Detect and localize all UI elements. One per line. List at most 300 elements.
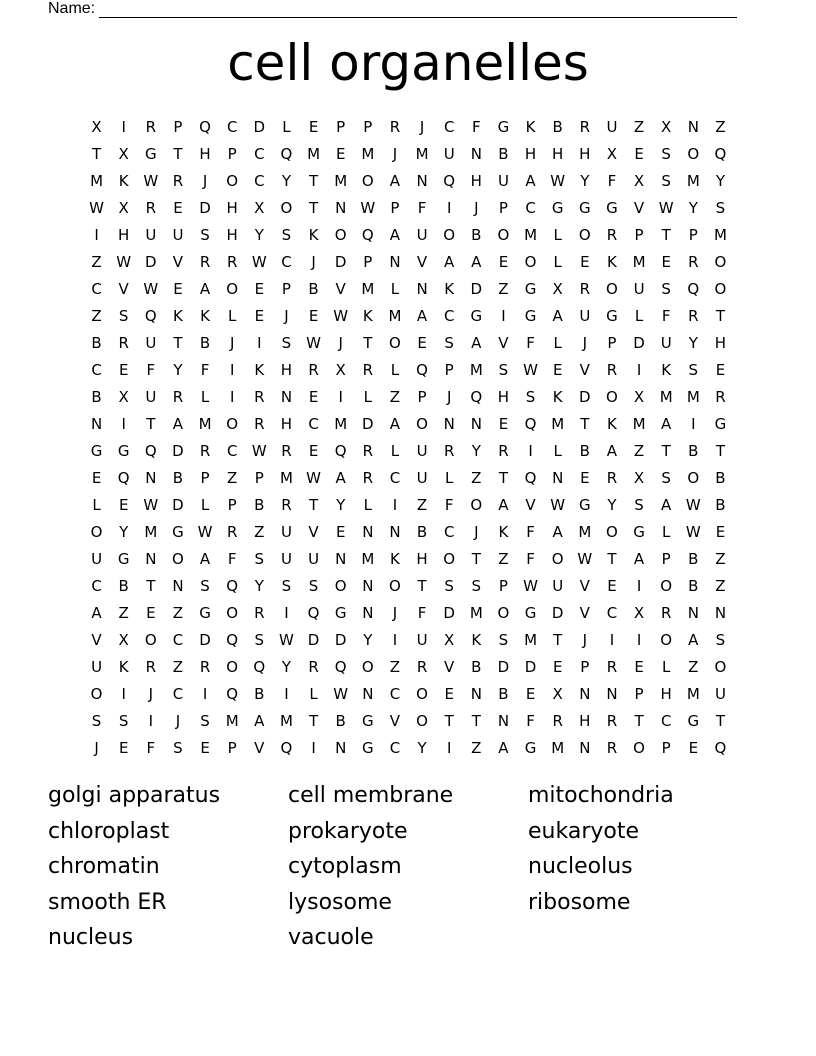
grid-letter: J xyxy=(392,144,398,163)
word-list-item: nucleolus xyxy=(528,854,633,880)
grid-letter: C xyxy=(308,414,319,433)
grid-letter: R xyxy=(281,495,292,514)
grid-letter: N xyxy=(470,414,482,433)
grid-letter: R xyxy=(254,414,265,433)
grid-letter: A xyxy=(389,171,401,190)
grid-letter: W xyxy=(685,522,701,541)
grid-row xyxy=(83,140,734,167)
grid-letter: M xyxy=(415,144,429,163)
grid-letter: U xyxy=(145,333,157,352)
grid-row xyxy=(83,518,734,545)
grid-letter: O xyxy=(416,414,428,433)
grid-letter: N xyxy=(280,387,293,406)
grid-letter: M xyxy=(279,468,293,487)
grid-letter: U xyxy=(91,549,103,568)
grid-letter: D xyxy=(470,279,483,298)
grid-letter: U xyxy=(280,522,292,541)
grid-letter: N xyxy=(606,684,618,703)
grid-letter: U xyxy=(308,549,320,568)
grid-letter: H xyxy=(660,684,672,703)
grid-letter: L xyxy=(390,360,400,379)
grid-letter: A xyxy=(606,441,618,460)
grid-letter: U xyxy=(497,171,509,190)
grid-letter: W xyxy=(143,171,159,190)
grid-letter: K xyxy=(362,306,373,325)
grid-letter: U xyxy=(416,225,428,244)
grid-letter: Z xyxy=(172,657,184,676)
grid-letter: P xyxy=(336,117,346,136)
grid-letter: O xyxy=(416,711,428,730)
grid-letter: X xyxy=(118,387,129,406)
grid-letter: Q xyxy=(714,144,727,163)
grid-letter: T xyxy=(363,333,373,352)
grid-letter: W xyxy=(550,171,566,190)
grid-letter: K xyxy=(390,549,400,568)
grid-letter: E xyxy=(173,198,183,217)
grid-letter: I xyxy=(528,441,533,460)
grid-letter: O xyxy=(714,657,727,676)
grid-letter: V xyxy=(172,252,184,271)
grid-letter: Q xyxy=(307,603,320,622)
word-list-item: ribosome xyxy=(528,889,631,915)
grid-letter: W xyxy=(89,198,104,217)
grid-letter: B xyxy=(471,225,482,244)
grid-letter: M xyxy=(90,171,104,190)
grid-letter: N xyxy=(335,738,347,757)
word-list-item: prokaryote xyxy=(288,818,408,844)
grid-letter: Y xyxy=(607,495,617,514)
grid-letter: A xyxy=(335,468,346,487)
grid-letter: F xyxy=(526,333,535,352)
grid-letter: E xyxy=(146,603,156,622)
grid-letter: W xyxy=(143,279,159,298)
grid-letter: U xyxy=(660,333,672,352)
grid-letter: U xyxy=(416,630,428,649)
grid-letter: K xyxy=(498,522,509,541)
grid-letter: G xyxy=(579,495,591,514)
grid-letter: D xyxy=(334,252,347,271)
grid-row xyxy=(83,545,734,572)
grid-letter: A xyxy=(199,279,211,298)
grid-letter: S xyxy=(498,630,509,649)
grid-letter: Q xyxy=(524,414,537,433)
grid-letter: I xyxy=(636,576,642,595)
grid-letter: H xyxy=(199,144,211,163)
name-field[interactable] xyxy=(99,3,737,18)
grid-letter: L xyxy=(662,522,671,541)
grid-letter: A xyxy=(471,333,482,352)
grid-letter: O xyxy=(578,225,591,244)
grid-letter: I xyxy=(609,630,615,649)
grid-letter: Z xyxy=(498,279,509,298)
grid-letter: C xyxy=(254,171,265,190)
grid-letter: P xyxy=(498,198,508,217)
grid-letter: L xyxy=(553,441,562,460)
grid-letter: O xyxy=(389,576,401,595)
grid-letter: M xyxy=(334,171,348,190)
grid-letter: U xyxy=(145,387,157,406)
grid-letter: E xyxy=(335,144,346,163)
grid-letter: V xyxy=(254,738,265,757)
grid-letter: W xyxy=(306,333,321,352)
grid-letter: G xyxy=(633,522,645,541)
grid-letter: N xyxy=(172,576,184,595)
grid-letter: Z xyxy=(498,549,509,568)
grid-letter: S xyxy=(281,225,292,244)
grid-row xyxy=(83,599,734,626)
word-list-item: golgi apparatus xyxy=(48,783,221,808)
grid-letter: P xyxy=(200,468,210,487)
grid-letter: R xyxy=(199,657,211,676)
grid-letter: R xyxy=(715,387,726,406)
grid-letter: R xyxy=(226,252,238,271)
grid-row xyxy=(83,653,734,680)
grid-letter: Y xyxy=(688,333,698,352)
grid-letter: S xyxy=(444,576,454,595)
grid-letter: V xyxy=(498,333,509,352)
grid-letter: E xyxy=(118,738,129,757)
grid-row xyxy=(83,734,734,761)
grid-letter: E xyxy=(580,468,590,487)
grid-letter: J xyxy=(419,117,425,136)
grid-letter: O xyxy=(226,414,239,433)
grid-letter: C xyxy=(91,279,102,298)
grid-letter: P xyxy=(498,576,508,595)
grid-letter: R xyxy=(362,360,374,379)
grid-letter: O xyxy=(389,333,401,352)
grid-letter: R xyxy=(254,387,265,406)
grid-letter: A xyxy=(633,549,645,568)
grid-letter: W xyxy=(523,360,538,379)
grid-letter: X xyxy=(254,198,265,217)
grid-letter: G xyxy=(362,711,374,730)
grid-letter: Y xyxy=(688,198,698,217)
grid-letter: B xyxy=(715,495,726,514)
grid-letter: T xyxy=(417,576,427,595)
grid-row xyxy=(83,167,734,194)
grid-letter: M xyxy=(334,414,348,433)
grid-letter: H xyxy=(470,171,482,190)
grid-letter: K xyxy=(173,306,183,325)
grid-letter: E xyxy=(308,441,319,460)
grid-letter: Z xyxy=(389,387,401,406)
grid-letter: T xyxy=(146,414,156,433)
grid-letter: T xyxy=(715,306,726,325)
word-list xyxy=(48,778,768,956)
grid-letter: R xyxy=(579,117,591,136)
grid-letter: T xyxy=(308,198,319,217)
grid-row xyxy=(83,329,734,356)
grid-letter: B xyxy=(172,468,184,487)
grid-letter: O xyxy=(90,522,103,541)
grid-letter: V xyxy=(416,252,428,271)
grid-letter: B xyxy=(471,657,482,676)
grid-letter: Q xyxy=(416,360,428,379)
grid-letter: J xyxy=(94,738,99,757)
grid-letter: O xyxy=(443,549,456,568)
grid-letter: M xyxy=(361,549,375,568)
grid-letter: M xyxy=(469,360,483,379)
grid-letter: O xyxy=(416,684,428,703)
grid-letter: J xyxy=(311,252,316,271)
grid-letter: A xyxy=(389,225,401,244)
grid-letter: W xyxy=(279,630,294,649)
grid-letter: L xyxy=(553,225,562,244)
grid-letter: T xyxy=(634,711,644,730)
grid-letter: K xyxy=(661,360,672,379)
grid-letter: O xyxy=(280,198,293,217)
grid-letter: I xyxy=(229,387,235,406)
grid-letter: P xyxy=(661,738,671,757)
grid-letter: D xyxy=(579,387,591,406)
grid-letter: G xyxy=(172,522,184,541)
grid-letter: I xyxy=(284,603,289,622)
grid-letter: P xyxy=(281,279,291,298)
grid-letter: P xyxy=(661,549,671,568)
grid-letter: Q xyxy=(226,576,239,595)
grid-letter: U xyxy=(579,306,591,325)
grid-letter: R xyxy=(443,441,455,460)
grid-letter: S xyxy=(661,279,671,298)
grid-letter: B xyxy=(688,549,699,568)
grid-letter: C xyxy=(281,252,292,271)
grid-letter: H xyxy=(714,333,727,352)
grid-letter: X xyxy=(633,171,645,190)
grid-letter: F xyxy=(526,522,535,541)
grid-letter: W xyxy=(333,306,349,325)
grid-letter: M xyxy=(279,711,293,730)
grid-letter: E xyxy=(118,360,129,379)
grid-letter: L xyxy=(200,387,210,406)
grid-letter: X xyxy=(118,198,129,217)
grid-letter: X xyxy=(633,603,645,622)
grid-letter: R xyxy=(688,306,699,325)
grid-letter: D xyxy=(633,333,645,352)
grid-letter: M xyxy=(469,603,483,622)
grid-letter: Q xyxy=(226,630,239,649)
grid-letter: Y xyxy=(417,738,427,757)
grid-letter: D xyxy=(172,441,184,460)
grid-letter: P xyxy=(227,144,237,163)
grid-letter: P xyxy=(390,198,400,217)
grid-letter: S xyxy=(688,360,699,379)
grid-letter: W xyxy=(360,198,376,217)
grid-letter: C xyxy=(226,441,238,460)
grid-letter: Q xyxy=(199,117,211,136)
grid-letter: D xyxy=(334,630,347,649)
grid-letter: E xyxy=(308,306,319,325)
grid-letter: S xyxy=(281,576,292,595)
grid-letter: N xyxy=(90,414,103,433)
grid-letter: J xyxy=(446,387,452,406)
grid-letter: R xyxy=(172,171,184,190)
grid-letter: R xyxy=(199,252,211,271)
grid-letter: A xyxy=(661,414,672,433)
grid-letter: M xyxy=(686,171,700,190)
grid-letter: K xyxy=(308,225,319,244)
grid-letter: Q xyxy=(280,738,293,757)
grid-letter: B xyxy=(416,522,428,541)
grid-letter: E xyxy=(715,360,726,379)
grid-letter: R xyxy=(389,117,401,136)
grid-letter: V xyxy=(525,495,536,514)
grid-letter: V xyxy=(118,279,129,298)
grid-letter: S xyxy=(661,468,671,487)
grid-letter: L xyxy=(200,495,210,514)
grid-letter: O xyxy=(226,603,239,622)
grid-letter: E xyxy=(417,333,427,352)
grid-letter: E xyxy=(525,684,536,703)
grid-letter: S xyxy=(715,198,726,217)
grid-letter: X xyxy=(661,117,672,136)
grid-letter: Q xyxy=(687,279,700,298)
grid-letter: I xyxy=(691,414,696,433)
grid-letter: S xyxy=(661,144,671,163)
grid-letter: O xyxy=(660,630,673,649)
grid-letter: F xyxy=(200,360,210,379)
grid-letter: M xyxy=(713,225,727,244)
grid-letter: F xyxy=(526,711,535,730)
grid-letter: X xyxy=(118,630,129,649)
grid-letter: O xyxy=(361,171,374,190)
grid-letter: E xyxy=(254,279,265,298)
grid-letter: M xyxy=(578,522,592,541)
grid-letter: T xyxy=(553,630,563,649)
grid-letter: X xyxy=(633,387,645,406)
grid-letter: D xyxy=(172,495,184,514)
word-list-item: eukaryote xyxy=(528,818,639,844)
grid-letter: X xyxy=(118,144,129,163)
grid-letter: R xyxy=(606,711,618,730)
grid-letter: B xyxy=(254,684,265,703)
grid-letter: O xyxy=(90,684,103,703)
grid-letter: M xyxy=(225,711,239,730)
grid-letter: Z xyxy=(254,522,265,541)
grid-row xyxy=(83,707,734,734)
grid-letter: P xyxy=(607,333,617,352)
grid-letter: Q xyxy=(334,441,347,460)
grid-letter: W xyxy=(577,549,593,568)
grid-row xyxy=(83,572,734,599)
grid-letter: D xyxy=(307,630,320,649)
grid-letter: N xyxy=(362,684,374,703)
grid-letter: O xyxy=(443,225,456,244)
grid-letter: S xyxy=(281,333,292,352)
grid-letter: Y xyxy=(471,441,481,460)
grid-letter: M xyxy=(144,522,158,541)
grid-letter: C xyxy=(443,117,455,136)
grid-letter: W xyxy=(685,495,701,514)
grid-letter: R xyxy=(308,657,319,676)
grid-letter: W xyxy=(306,468,321,487)
grid-letter: L xyxy=(92,495,101,514)
grid-letter: T xyxy=(471,711,481,730)
grid-letter: Z xyxy=(91,306,102,325)
grid-letter: P xyxy=(417,387,427,406)
grid-letter: O xyxy=(226,657,239,676)
grid-letter: E xyxy=(552,657,563,676)
grid-letter: J xyxy=(474,198,479,217)
grid-letter: M xyxy=(632,252,646,271)
grid-letter: U xyxy=(91,657,103,676)
grid-letter: Y xyxy=(281,657,292,676)
grid-letter: O xyxy=(606,522,618,541)
grid-letter: Z xyxy=(633,441,645,460)
grid-letter: C xyxy=(525,198,536,217)
grid-letter: S xyxy=(715,630,726,649)
grid-letter: H xyxy=(118,225,130,244)
grid-letter: E xyxy=(335,522,346,541)
grid-letter: I xyxy=(392,495,398,514)
grid-letter: C xyxy=(389,738,401,757)
grid-letter: Z xyxy=(91,252,102,271)
grid-letter: W xyxy=(197,522,213,541)
grid-letter: G xyxy=(714,414,727,433)
grid-letter: Y xyxy=(281,171,292,190)
grid-letter: H xyxy=(416,549,428,568)
grid-letter: L xyxy=(309,684,318,703)
grid-row xyxy=(83,302,734,329)
grid-letter: R xyxy=(498,441,509,460)
grid-letter: H xyxy=(552,144,564,163)
grid-letter: M xyxy=(388,306,402,325)
grid-letter: K xyxy=(525,117,536,136)
grid-letter: A xyxy=(199,549,211,568)
grid-letter: E xyxy=(688,738,699,757)
grid-letter: T xyxy=(308,711,319,730)
grid-letter: Z xyxy=(471,738,482,757)
grid-letter: X xyxy=(606,144,618,163)
grid-letter: O xyxy=(687,468,700,487)
grid-letter: G xyxy=(524,603,537,622)
word-list-item: nucleus xyxy=(48,925,134,951)
grid-letter: O xyxy=(470,495,483,514)
grid-letter: H xyxy=(226,225,238,244)
grid-letter: J xyxy=(284,306,289,325)
grid-letter: A xyxy=(525,171,536,190)
grid-letter: U xyxy=(416,441,428,460)
grid-letter: L xyxy=(390,441,400,460)
grid-letter: M xyxy=(361,144,375,163)
grid-letter: E xyxy=(254,306,265,325)
grid-letter: H xyxy=(280,360,293,379)
grid-letter: M xyxy=(551,414,565,433)
grid-letter: K xyxy=(471,630,482,649)
grid-letter: O xyxy=(714,252,727,271)
word-list-item: cytoplasm xyxy=(288,854,402,880)
grid-letter: U xyxy=(714,684,726,703)
grid-letter: V xyxy=(308,522,319,541)
grid-letter: G xyxy=(199,603,211,622)
grid-row xyxy=(83,491,734,518)
grid-letter: N xyxy=(389,522,401,541)
grid-letter: Q xyxy=(334,657,347,676)
grid-letter: T xyxy=(661,225,671,244)
grid-letter: D xyxy=(199,198,211,217)
grid-letter: S xyxy=(200,711,210,730)
grid-letter: E xyxy=(498,252,509,271)
grid-letter: H xyxy=(226,198,238,217)
grid-row xyxy=(83,437,734,464)
grid-letter: D xyxy=(524,657,537,676)
grid-letter: V xyxy=(579,603,590,622)
grid-letter: F xyxy=(471,117,481,136)
grid-letter: V xyxy=(335,279,346,298)
grid-letter: L xyxy=(228,306,237,325)
grid-letter: N xyxy=(579,738,591,757)
grid-letter: N xyxy=(362,603,374,622)
grid-letter: B xyxy=(688,441,699,460)
